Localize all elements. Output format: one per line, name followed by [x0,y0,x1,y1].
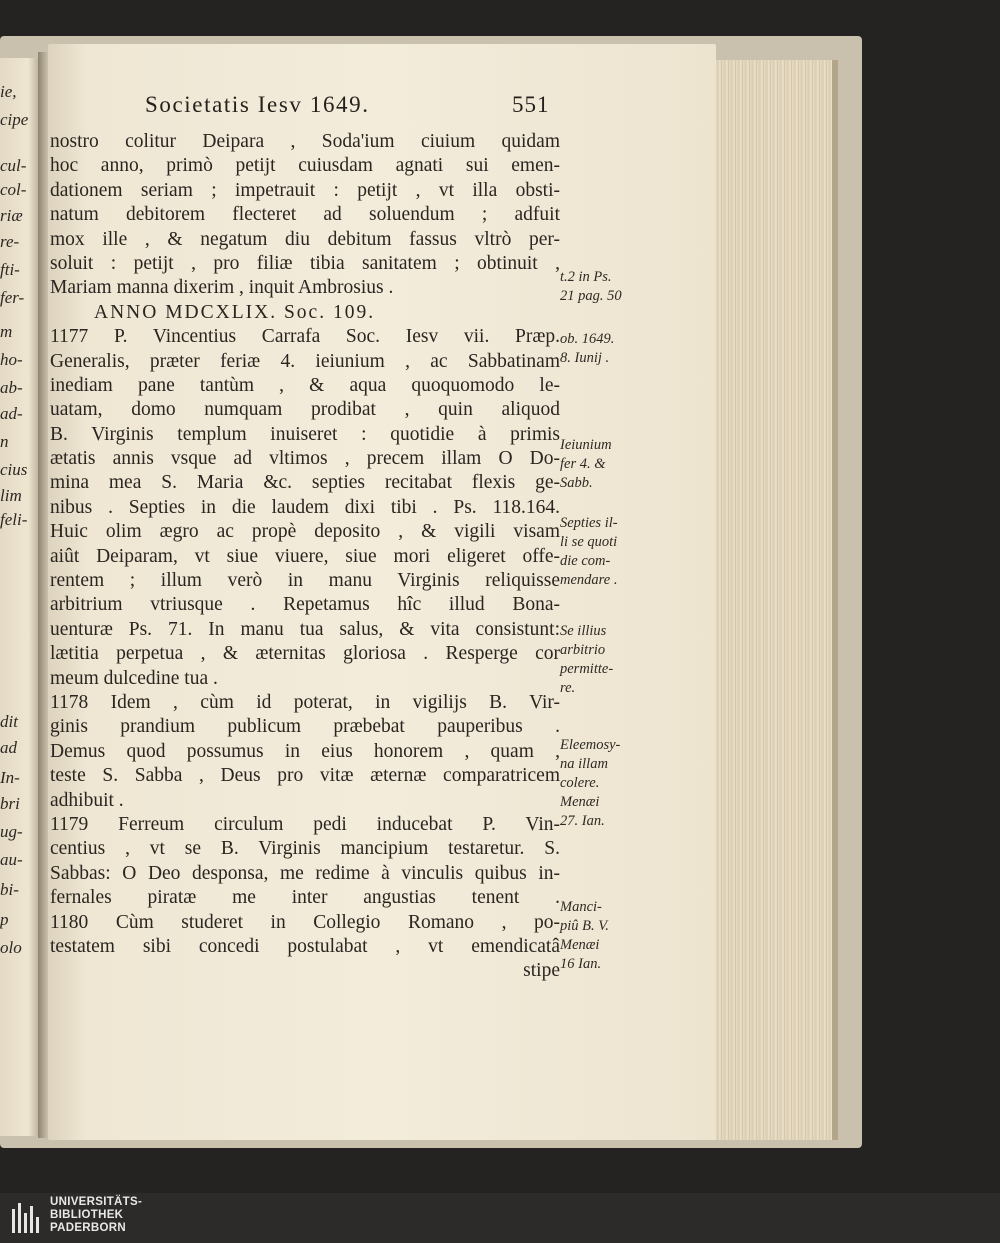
left-page-fragment: ab- [0,378,23,397]
left-page-fragment: fer- [0,288,25,307]
library-name-line2: BIBLIOTHEK [50,1209,124,1221]
text-line: fernales piratæ me inter angustias tenent . [50,887,560,909]
text-line: rentem ; illum verò in manu Virginis reliquisse [50,570,560,592]
library-name [50,1196,142,1235]
text-line: soluit : petijt , pro filiæ tibia sanitatem ; obtinuit , [50,252,560,274]
left-page-fragment: cipe [0,110,29,129]
page-fore-edge [708,60,838,1140]
text-line: 1178 Idem , cùm id poterat, in vigilijs B. Vir- [50,691,560,713]
left-page-fragment: bri [0,794,20,813]
text-line: aiût Deiparam, vt siue viuere, siue mori eligeret offe- [50,545,560,567]
text-line: dationem seriam ; impetrauit : petijt , vt illa obsti- [50,179,560,201]
left-page-fragment: au- [0,850,23,869]
text-line: inediam pane tantùm , & aqua quoquomodo le- [50,374,560,396]
text-line: testatem sibi concedi postulabat , vt emendicatâ [50,935,560,957]
left-page-fragment: feli- [0,510,28,529]
text-line: Demus quod possumus in eius honorem , quam , [50,740,560,762]
left-page-fragment: bi- [0,880,19,899]
text-line: nostro colitur Deipara , Soda'ium ciuium quidam [50,131,560,152]
text-line: 1180 Cùm studeret in Collegio Romano , po- [50,911,560,933]
left-page-fragment: cul- [0,156,27,175]
left-page-fragment: olo [0,938,22,957]
library-logo-icon [12,1203,42,1233]
text-line: natum debitorem flecteret ad soluendum ; adfuit [50,204,560,226]
margin-note: Ieiunium fer 4. & Sabb. [560,437,612,491]
text-line: adhibuit . [50,789,124,811]
left-page-fragment: ad- [0,404,23,423]
text-line: uatam, domo numquam prodibat , quin aliquod [50,399,560,421]
text-line: meum dulcedine tua . [50,667,218,689]
body-text [50,130,560,984]
margin-note: ob. 1649. 8. Iunij . [560,331,615,366]
text-line: mox ille , & negatum diu debitum fassus vltrò per- [50,228,560,250]
text-line: centius , vt se B. Virginis mancipium testaretur. S. [50,838,560,860]
text-line: Mariam manna dixerim , inquit Ambrosius . [50,277,394,299]
text-line: ANNO MDCXLIX. Soc. 109. [94,301,376,323]
left-page-fragment: riæ [0,206,23,225]
text-line: ætatis annis vsque ad vltimos , precem illam O Do- [50,448,560,470]
text-line: lætitia perpetua , & æternitas gloriosa . Resperge cor [50,643,560,665]
left-page-edge [0,58,40,1136]
running-title: Societatis Iesv 1649. [145,92,370,117]
left-page-fragment: p [0,910,9,929]
text-line: B. Virginis templum inuiseret : quotidie à primis [50,423,560,445]
left-page-fragment: fti- [0,260,20,279]
text-line: 1179 Ferreum circulum pedi inducebat P. Vin- [50,813,560,835]
page-number: 551 [512,92,550,117]
text-line: hoc anno, primò petijt cuiusdam agnati sui emen- [50,155,560,177]
text-line: nibus . Septies in die laudem dixi tibi . Ps. 118.164. [50,496,560,518]
text-line: Generalis, præter feriæ 4. ieiunium , ac Sabbatinam [50,350,560,372]
left-page-fragment: In- [0,768,20,787]
library-name-line1: UNIVERSITÄTS- [50,1196,143,1208]
left-page-fragment: lim [0,486,22,505]
left-page-fragment: m [0,322,13,341]
text-line: Huic olim ægro ac propè deposito , & vigili visam [50,521,560,543]
margin-note: t.2 in Ps. 21 pag. 50 [560,269,622,304]
text-line: arbitrium vtriusque . Repetamus hîc illud Bona- [50,594,560,616]
margin-note: Eleemosy- na illam colere. Menæi 27. Ian. [560,737,621,829]
left-page-fragment: ie, [0,82,17,101]
text-line: Sabbas: O Deo desponsa, me redime à vinculis quibus in- [50,862,560,884]
left-page-fragment: col- [0,180,27,199]
margin-note: Manci- piû B. V. Menæi 16 Ian. [560,899,609,972]
footer-bar [0,1193,1000,1243]
text-line: 1177 P. Vincentius Carrafa Soc. Iesv vii. Præp. [50,326,560,348]
margin-note: Se illius arbitrio permitte- re. [560,623,614,696]
left-page-fragment: dit [0,712,18,731]
text-line: teste S. Sabba , Deus pro vitæ æternæ comparatricem [50,765,560,787]
text-line: uenturæ Ps. 71. In manu tua salus, & vita consistunt: [50,618,560,640]
left-page-fragment: ug- [0,822,23,841]
left-page-fragment: re- [0,232,20,251]
text-line: mina mea S. Maria &c. septies recitabat flexis ge- [50,472,560,494]
library-name-line3: PADERBORN [50,1222,126,1234]
text-line: ginis prandium publicum præbebat pauperibus . [50,716,560,738]
left-page-fragment: cius [0,460,28,479]
left-page-fragment: ad [0,738,17,757]
left-page-fragment: ho- [0,350,23,369]
left-page-fragment: n [0,432,9,451]
margin-note: Septies il- li se quoti die com- mendare . [560,515,618,588]
text-line: stipe [523,960,560,982]
